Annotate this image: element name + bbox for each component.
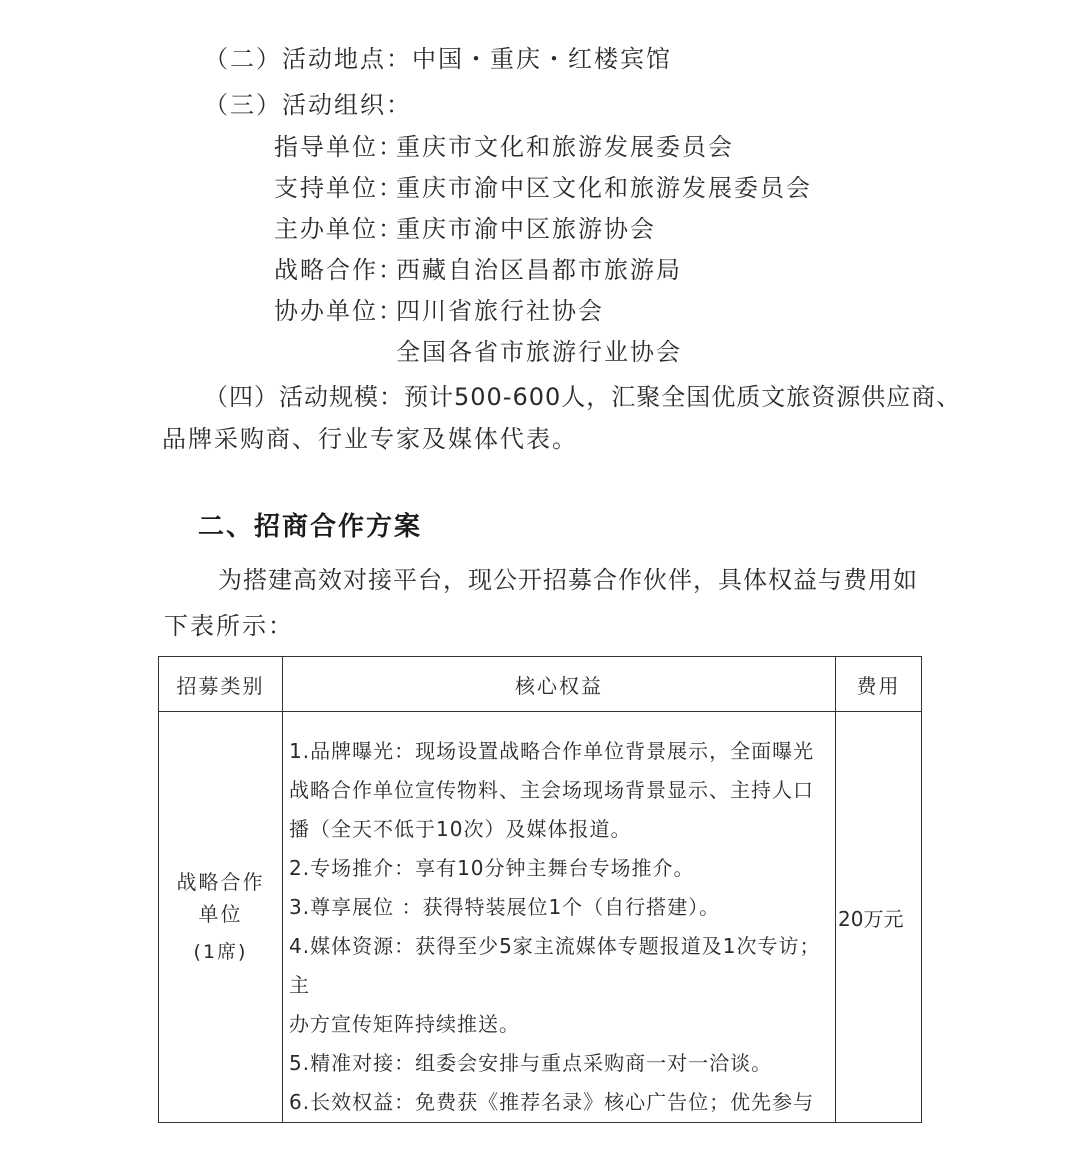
header-category: 招募类别 bbox=[159, 657, 283, 712]
organizer-label: 支持单位： bbox=[274, 174, 404, 202]
benefit-line: 4.媒体资源：获得至少5家主流媒体专题报道及1次专访；主 bbox=[289, 934, 821, 997]
benefit-line: 5.精准对接：组委会安排与重点采购商一对一洽谈。 bbox=[289, 1051, 773, 1075]
organizer-strategic bbox=[274, 255, 682, 285]
benefits-cell bbox=[283, 712, 836, 1123]
organizer-host bbox=[274, 214, 656, 244]
organizer-co-host-extra: 全国各省市旅游行业协会 bbox=[396, 338, 682, 366]
section-heading: 二、招商合作方案 bbox=[198, 512, 423, 542]
organizer-value: 重庆市渝中区文化和旅游发展委员会 bbox=[396, 174, 812, 202]
benefit-line: 办方宣传矩阵持续推送。 bbox=[289, 1012, 520, 1036]
activity-scale-line2: 品牌采购商、行业专家及媒体代表。 bbox=[162, 425, 578, 453]
category-seats: (1席) bbox=[193, 941, 248, 963]
activity-location: （二）活动地点：中国・重庆・红楼宾馆 bbox=[204, 45, 672, 73]
benefit-line: 播（全天不低于10次）及媒体报道。 bbox=[289, 817, 632, 841]
header-fee: 费用 bbox=[836, 657, 922, 712]
benefit-line: 3.尊享展位 ：获得特装展位1个（自行搭建）。 bbox=[289, 895, 721, 919]
fee-value: 20万元 bbox=[838, 906, 904, 931]
organizer-label: 指导单位： bbox=[274, 133, 404, 161]
activity-organization-title: （三）活动组织： bbox=[204, 91, 412, 119]
benefit-line: 6.长效权益：免费获《推荐名录》核心广告位；优先参与 bbox=[289, 1090, 815, 1114]
benefit-line: 1.品牌曝光：现场设置战略合作单位背景展示，全面曝光 bbox=[289, 739, 815, 763]
organizer-label: 主办单位： bbox=[274, 215, 404, 243]
section-intro-line2: 下表所示： bbox=[164, 612, 294, 640]
category-name-line2: 单位 bbox=[198, 902, 243, 926]
fee-cell bbox=[836, 712, 922, 1123]
organizer-value: 重庆市文化和旅游发展委员会 bbox=[396, 133, 734, 161]
table-header-row bbox=[159, 657, 922, 712]
category-name-line1: 战略合作 bbox=[176, 870, 265, 894]
activity-scale-line1: （四）活动规模：预计500-600人，汇聚全国优质文旅资源供应商、 bbox=[204, 383, 962, 411]
organizer-value: 重庆市渝中区旅游协会 bbox=[396, 215, 656, 243]
table-row bbox=[159, 712, 922, 1123]
organizer-co-host bbox=[274, 296, 604, 326]
benefit-line: 2.专场推介：享有10分钟主舞台专场推介。 bbox=[289, 856, 695, 880]
header-benefits: 核心权益 bbox=[283, 657, 836, 712]
organizer-guiding bbox=[274, 132, 734, 162]
organizer-label: 战略合作： bbox=[274, 256, 404, 284]
recruitment-table bbox=[158, 656, 922, 1123]
category-cell bbox=[159, 712, 283, 1123]
benefit-line: 战略合作单位宣传物料、主会场现场背景显示、主持人口 bbox=[289, 778, 814, 802]
organizer-label: 协办单位： bbox=[274, 297, 404, 325]
organizer-value: 四川省旅行社协会 bbox=[396, 297, 604, 325]
organizer-value: 西藏自治区昌都市旅游局 bbox=[396, 256, 682, 284]
organizer-supporting bbox=[274, 173, 812, 203]
section-intro-line1: 为搭建高效对接平台，现公开招募合作伙伴，具体权益与费用如 bbox=[218, 566, 918, 594]
